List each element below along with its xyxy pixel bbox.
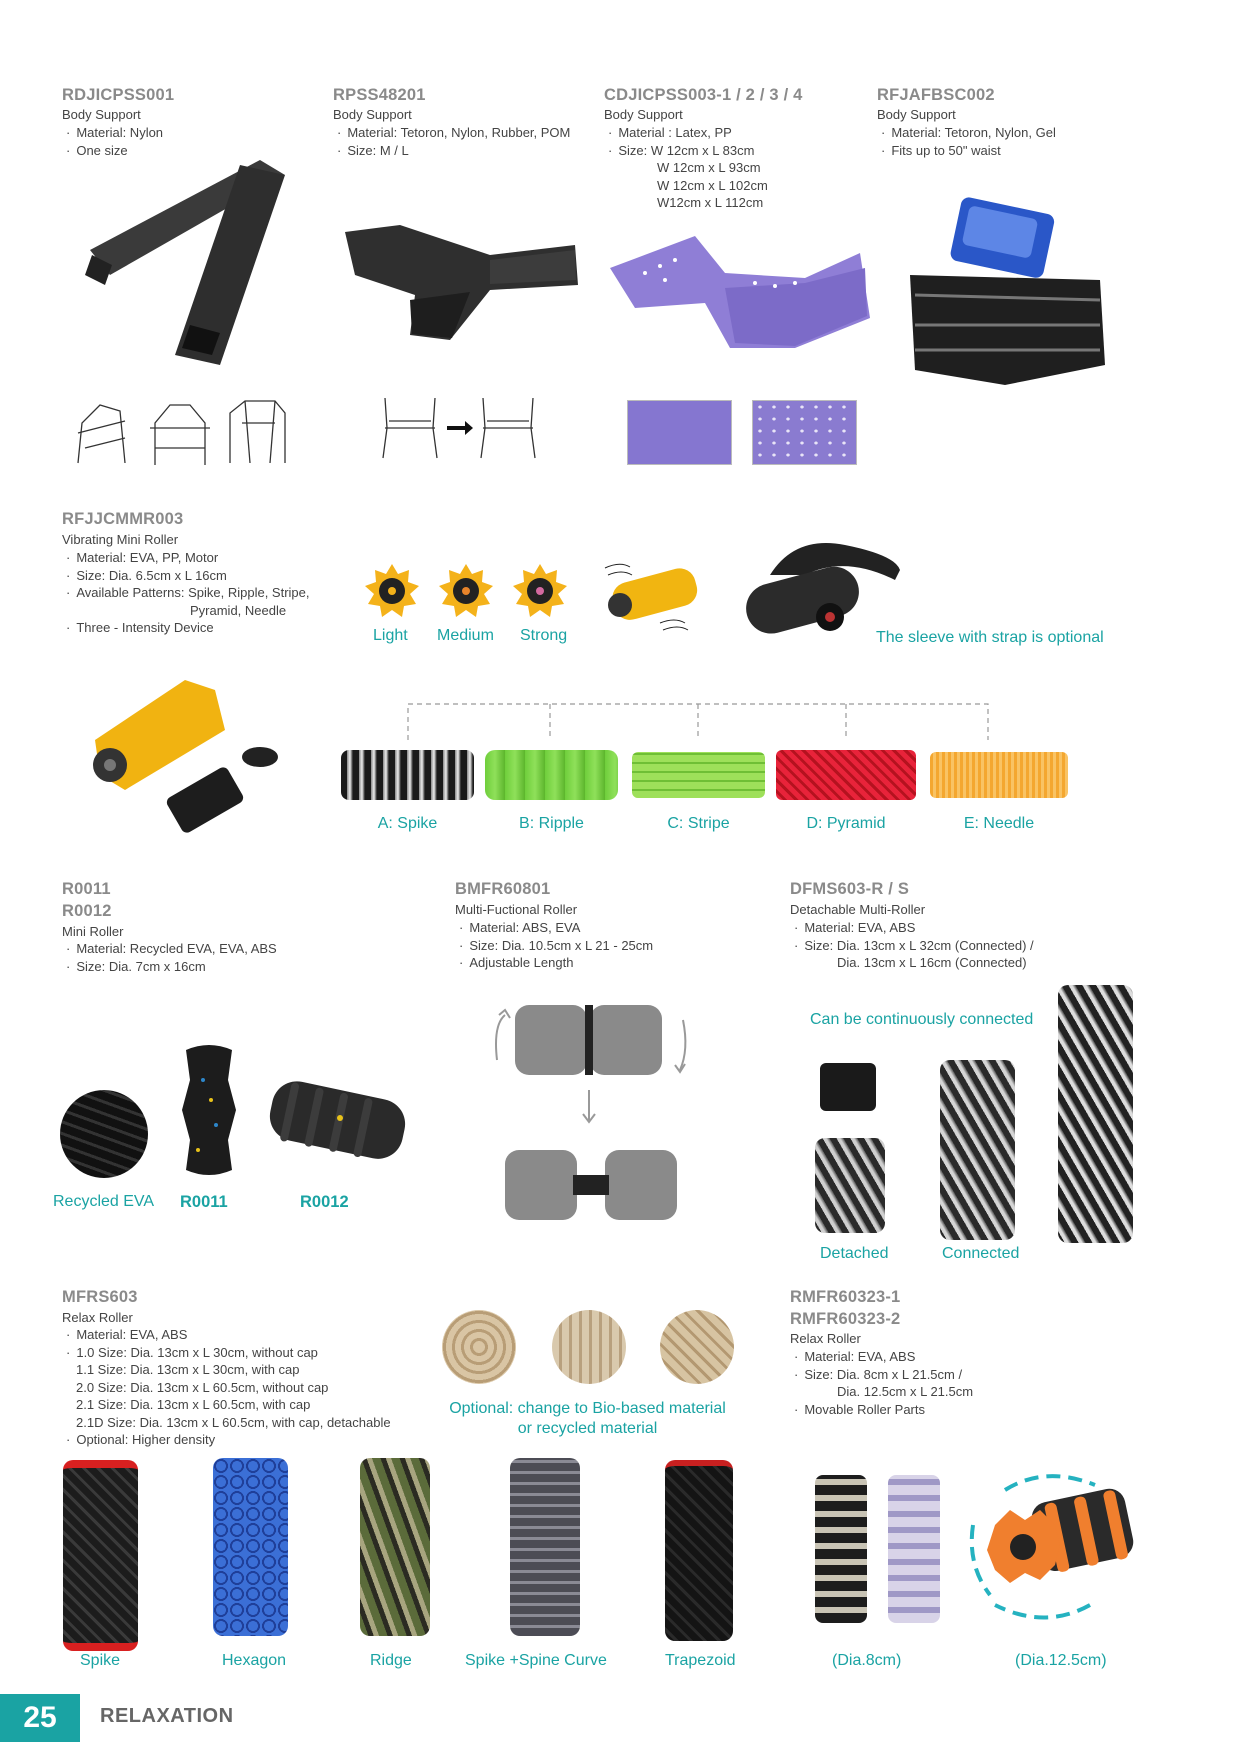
product-category: Body Support (62, 107, 141, 122)
spec-item: · Size: M / L (333, 142, 570, 160)
intensity-strong-icon (512, 562, 568, 618)
spec-item: · Size: Dia. 6.5cm x L 16cm (62, 567, 310, 585)
pattern-label-spike: A: Spike (377, 815, 438, 832)
label-r0012: R0012 (300, 1193, 349, 1211)
product-code: RPSS48201 (333, 86, 426, 104)
hip-support-image (340, 220, 580, 350)
optional-material-note-line1: Optional: change to Bio-based material (449, 1400, 726, 1417)
pattern-needle-roller (930, 752, 1068, 798)
product-code: RMFR60323-1 (790, 1288, 901, 1306)
spec-item: · Material: EVA, ABS (62, 1326, 391, 1344)
spec-item: · Three - Intensity Device (62, 619, 310, 637)
spec-item: · Size: Dia. 8cm x L 21.5cm / (790, 1366, 973, 1384)
label-r0011: R0011 (180, 1193, 228, 1211)
spec-item: · Material: Nylon (62, 124, 163, 142)
relax-label-spike: Spike (80, 1652, 121, 1669)
spec-item: · Material: EVA, ABS (790, 1348, 973, 1366)
optional-material-note-line2: or recycled material (517, 1420, 658, 1437)
detached-roller-image (815, 1138, 885, 1233)
gel-waist-belt-image (905, 200, 1110, 390)
roller-disassembled-image (85, 670, 285, 850)
spec-item: · Material: EVA, PP, Motor (62, 549, 310, 567)
spec-list (62, 549, 310, 637)
strap-usage-diagram (70, 393, 290, 468)
r0011-roller-image (178, 1040, 240, 1180)
spec-continuation: Dia. 13cm x L 16cm (Connected) (837, 955, 1027, 970)
pattern-label-ripple: B: Ripple (519, 815, 584, 832)
spec-list (62, 940, 277, 975)
product-category: Detachable Multi-Roller (790, 902, 926, 917)
spec-list (62, 1326, 391, 1449)
spec-item: · Material: Tetoron, Nylon, Gel (877, 124, 1056, 142)
spec-item: · Available Patterns: Spike, Ripple, Stripe, (62, 584, 310, 602)
spec-item: · Fits up to 50" waist (877, 142, 1056, 160)
recycled-eva-texture-photo (60, 1090, 148, 1178)
pattern-bracket-lines (400, 702, 1000, 742)
label-dia-small: (Dia.8cm) (832, 1652, 902, 1669)
product-code: CDJICPSS003-1 / 2 / 3 / 4 (604, 86, 803, 104)
spec-list (333, 124, 570, 159)
spec-continuation: 2.1D Size: Dia. 13cm x L 60.5cm, with cap, detachable (76, 1414, 391, 1430)
sleeve-optional-note: The sleeve with strap is optional (876, 629, 1104, 646)
spec-continuation: W12cm x L 112cm (657, 195, 764, 210)
section-title: RELAXATION (100, 1705, 234, 1727)
spec-continuation: Dia. 12.5cm x L 21.5cm (837, 1384, 974, 1399)
product-code: DFMS603-R / S (790, 880, 910, 898)
spec-continuation: Pyramid, Needle (190, 602, 287, 618)
pattern-pyramid-roller (776, 750, 916, 800)
spec-list (790, 1348, 973, 1418)
vibrating-roller-image (600, 553, 705, 633)
spec-item: · Size: W 12cm x L 83cm (604, 142, 768, 160)
spec-item: · Material: Tetoron, Nylon, Rubber, POM (333, 124, 570, 142)
movable-roller-small-image (815, 1475, 867, 1623)
relax-label-spike-spine: Spike +Spine Curve (465, 1652, 607, 1669)
spec-continuation: 1.1 Size: Dia. 13cm x L 30cm, with cap (76, 1362, 300, 1377)
rotating-roller-image (965, 1465, 1140, 1630)
product-code: RFJJCMMR003 (62, 510, 184, 528)
relax-label-ridge: Ridge (370, 1652, 412, 1669)
spec-list (604, 124, 768, 212)
relax-roller-hexagon-image (213, 1458, 288, 1636)
spec-item: · Size: Dia. 10.5cm x L 21 - 25cm (455, 937, 653, 955)
spec-item: · Material : Latex, PP (604, 124, 768, 142)
spec-item: · Optional: Higher density (62, 1431, 391, 1449)
spec-list (790, 919, 1034, 972)
tall-connected-roller-image (1058, 985, 1133, 1243)
product-category: Relax Roller (62, 1310, 133, 1325)
intensity-label-light: Light (373, 627, 408, 644)
belt-detail-photo (627, 400, 732, 465)
relax-label-hexagon: Hexagon (222, 1652, 287, 1669)
page-number: 25 (0, 1694, 80, 1742)
spec-list (455, 919, 653, 972)
spec-continuation: 2.1 Size: Dia. 13cm x L 60.5cm, with cap (76, 1397, 311, 1412)
spec-item: · Material: EVA, ABS (790, 919, 1034, 937)
pattern-stripe-roller (632, 752, 765, 798)
pattern-label-stripe: C: Stripe (667, 815, 730, 832)
product-category: Body Support (333, 107, 412, 122)
product-code: RMFR60323-2 (790, 1310, 901, 1328)
purple-latex-belt-image (605, 228, 875, 358)
product-code: RDJICPSS001 (62, 86, 175, 104)
label-dia-large: (Dia.12.5cm) (1015, 1652, 1107, 1669)
product-category: Body Support (604, 107, 683, 122)
product-category: Vibrating Mini Roller (62, 532, 179, 547)
relax-roller-spike-spine-image (510, 1458, 580, 1636)
spec-item: · Material: Recycled EVA, EVA, ABS (62, 940, 277, 958)
relax-roller-ridge-image (360, 1458, 430, 1636)
label-recycled-eva: Recycled EVA (53, 1193, 155, 1210)
label-detached: Detached (820, 1245, 889, 1262)
product-code: RFJAFBSC002 (877, 86, 995, 104)
product-code: R0011 (62, 880, 111, 898)
relax-label-trapezoid: Trapezoid (665, 1652, 736, 1669)
pattern-spike-roller (341, 750, 474, 800)
label-connected: Connected (942, 1245, 1020, 1262)
pattern-label-pyramid: D: Pyramid (806, 815, 886, 832)
multifunctional-roller-image (485, 1000, 695, 1230)
connector-cap-image (820, 1063, 876, 1111)
product-code: BMFR60801 (455, 880, 551, 898)
product-code: R0012 (62, 902, 112, 920)
spec-item: · Movable Roller Parts (790, 1401, 973, 1419)
intensity-label-medium: Medium (437, 627, 494, 644)
spec-list (62, 124, 163, 159)
spec-continuation: W 12cm x L 102cm (657, 177, 768, 193)
relax-roller-trapezoid-image (665, 1460, 733, 1641)
spec-list (877, 124, 1056, 159)
intensity-light-icon (364, 562, 420, 618)
spec-item: · Size: Dia. 7cm x 16cm (62, 958, 277, 976)
relax-roller-spike-image (63, 1460, 138, 1651)
product-category: Mini Roller (62, 924, 124, 939)
movable-roller-large-image (888, 1475, 940, 1623)
bio-material-sample-2 (552, 1310, 626, 1384)
spec-item: · Size: Dia. 13cm x L 32cm (Connected) / (790, 937, 1034, 955)
spec-continuation: W 12cm x L 93cm (657, 160, 761, 175)
spec-continuation: 2.0 Size: Dia. 13cm x L 60.5cm, without cap (76, 1379, 329, 1395)
spec-item: · Material: ABS, EVA (455, 919, 653, 937)
belt-perforation-photo (752, 400, 857, 465)
product-category: Multi-Fuctional Roller (455, 902, 578, 917)
hip-support-usage-diagram (375, 393, 545, 463)
bio-material-sample-1 (442, 1310, 516, 1384)
product-code: MFRS603 (62, 1288, 138, 1306)
intensity-medium-icon (438, 562, 494, 618)
product-category: Body Support (877, 107, 956, 122)
product-category: Relax Roller (790, 1331, 861, 1346)
bio-material-sample-3 (660, 1310, 734, 1384)
intensity-label-strong: Strong (520, 627, 568, 644)
body-strap-image (80, 155, 300, 370)
spec-item: · 1.0 Size: Dia. 13cm x L 30cm, without cap (62, 1344, 391, 1362)
continuous-connection-note: Can be continuously connected (810, 1011, 1034, 1028)
connected-roller-image (940, 1060, 1015, 1240)
r0012-roller-image (265, 1080, 410, 1165)
spec-item: · One size (62, 142, 163, 160)
spec-item: · Adjustable Length (455, 954, 653, 972)
pattern-label-needle: E: Needle (963, 815, 1035, 832)
pattern-ripple-roller (485, 750, 618, 800)
